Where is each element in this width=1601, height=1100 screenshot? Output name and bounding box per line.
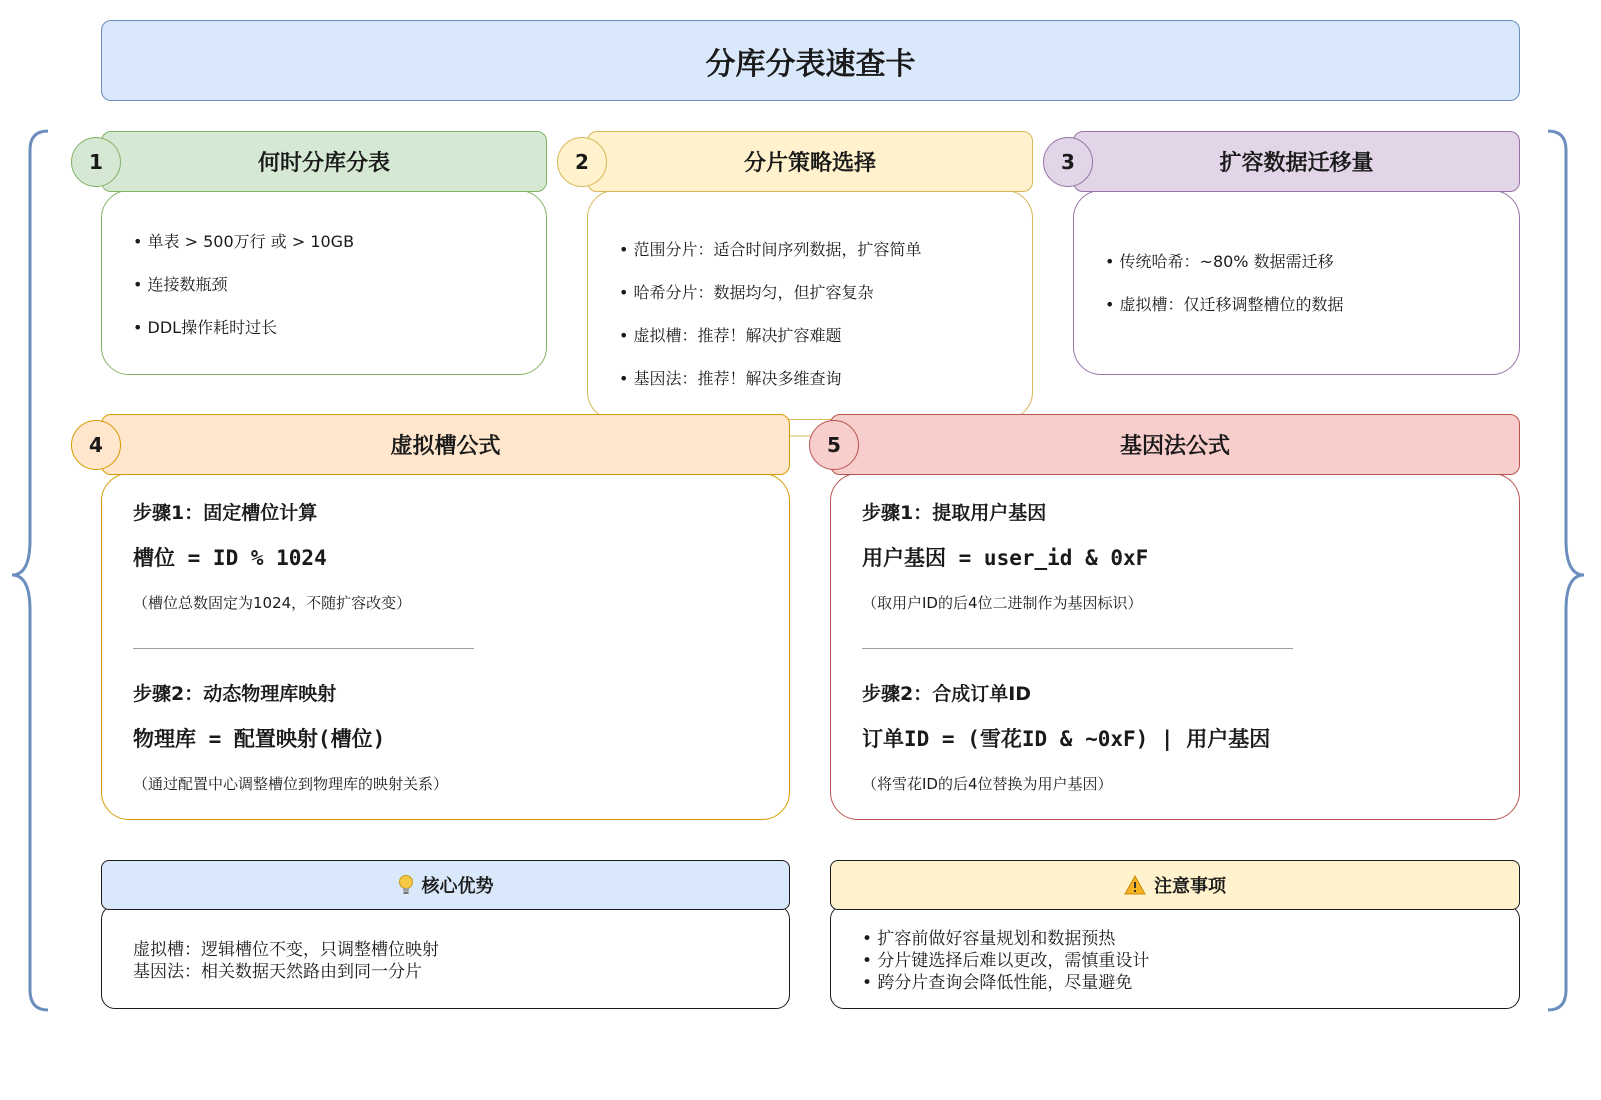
card-1-item: • DDL操作耗时过长 — [133, 315, 277, 338]
formula-5-title: 基因法公式 — [1119, 434, 1230, 459]
page-title: 分库分表速查卡 — [101, 20, 1520, 101]
card-3-title: 扩容数据迁移量 — [1219, 151, 1374, 176]
formula-4-header — [101, 414, 790, 475]
card-1-item: • 单表 > 500万行 或 > 10GB — [133, 229, 354, 252]
card-1-body — [101, 190, 547, 375]
formula-4-title: 虚拟槽公式 — [390, 434, 501, 459]
card-3-header — [1073, 131, 1520, 192]
warning-icon — [1124, 875, 1146, 895]
cautions-body — [830, 905, 1520, 1009]
advantages-line: 基因法：相关数据天然路由到同一分片 — [133, 962, 422, 982]
formula-4-divider — [133, 648, 474, 649]
right-brace — [1548, 131, 1584, 1010]
formula-5-step1-formula: 用户基因 = user_id & 0xF — [862, 546, 1149, 570]
card-1-header — [101, 131, 547, 192]
cautions-line: • 跨分片查询会降低性能，尽量避免 — [862, 973, 1133, 993]
formula-5-number: 5 — [809, 420, 859, 470]
formula-5-step2-note: （将雪花ID的后4位替换为用户基因） — [862, 775, 1113, 793]
formula-5-step1-note: （取用户ID的后4位二进制作为基因标识） — [862, 594, 1143, 612]
left-brace — [12, 131, 48, 1010]
card-2-header — [587, 131, 1033, 192]
formula-5-header — [830, 414, 1520, 475]
cautions-line: • 分片键选择后难以更改，需慎重设计 — [862, 951, 1150, 971]
card-2-title: 分片策略选择 — [743, 151, 876, 176]
formula-4-step2-formula: 物理库 = 配置映射(槽位) — [133, 727, 386, 751]
cautions-line: • 扩容前做好容量规划和数据预热 — [862, 929, 1116, 949]
card-3-number: 3 — [1043, 137, 1093, 187]
advantages-body — [101, 905, 790, 1009]
card-1-title: 何时分库分表 — [257, 151, 390, 176]
formula-5-step2-formula: 订单ID = (雪花ID & ~0xF) | 用户基因 — [862, 727, 1271, 751]
lightbulb-icon — [398, 874, 414, 896]
card-1-item: • 连接数瓶颈 — [133, 272, 228, 295]
formula-4-step1-note: （槽位总数固定为1024，不随扩容改变） — [133, 594, 412, 612]
card-2-body — [587, 190, 1033, 420]
card-3-body — [1073, 190, 1520, 375]
card-2-item: • 哈希分片：数据均匀，但扩容复杂 — [619, 280, 874, 303]
card-3-item: • 虚拟槽：仅迁移调整槽位的数据 — [1105, 292, 1344, 315]
formula-4-step1-title: 步骤1：固定槽位计算 — [133, 502, 318, 524]
card-2-item: • 范围分片：适合时间序列数据，扩容简单 — [619, 237, 922, 260]
formula-4-step1-formula: 槽位 = ID % 1024 — [133, 546, 327, 570]
card-2-item: • 虚拟槽：推荐！解决扩容难题 — [619, 323, 842, 346]
card-2-item: • 基因法：推荐！解决多维查询 — [619, 366, 842, 389]
advantages-title: 核心优势 — [421, 876, 494, 897]
cautions-header — [830, 860, 1520, 910]
formula-4-body — [101, 473, 790, 820]
formula-5-divider — [862, 648, 1293, 649]
formula-4-number: 4 — [71, 420, 121, 470]
formula-4-step2-title: 步骤2：动态物理库映射 — [133, 683, 337, 705]
formula-4-step2-note: （通过配置中心调整槽位到物理库的映射关系） — [133, 775, 449, 793]
card-2-number: 2 — [557, 137, 607, 187]
formula-5-step2-title: 步骤2：合成订单ID — [862, 683, 1032, 705]
card-3-item: • 传统哈希：~80% 数据需迁移 — [1105, 249, 1334, 272]
advantages-line: 虚拟槽：逻辑槽位不变，只调整槽位映射 — [133, 940, 439, 960]
formula-5-body — [830, 473, 1520, 820]
card-1-number: 1 — [71, 137, 121, 187]
advantages-header — [101, 860, 790, 910]
formula-5-step1-title: 步骤1：提取用户基因 — [862, 502, 1047, 524]
cautions-title: 注意事项 — [1154, 876, 1226, 897]
